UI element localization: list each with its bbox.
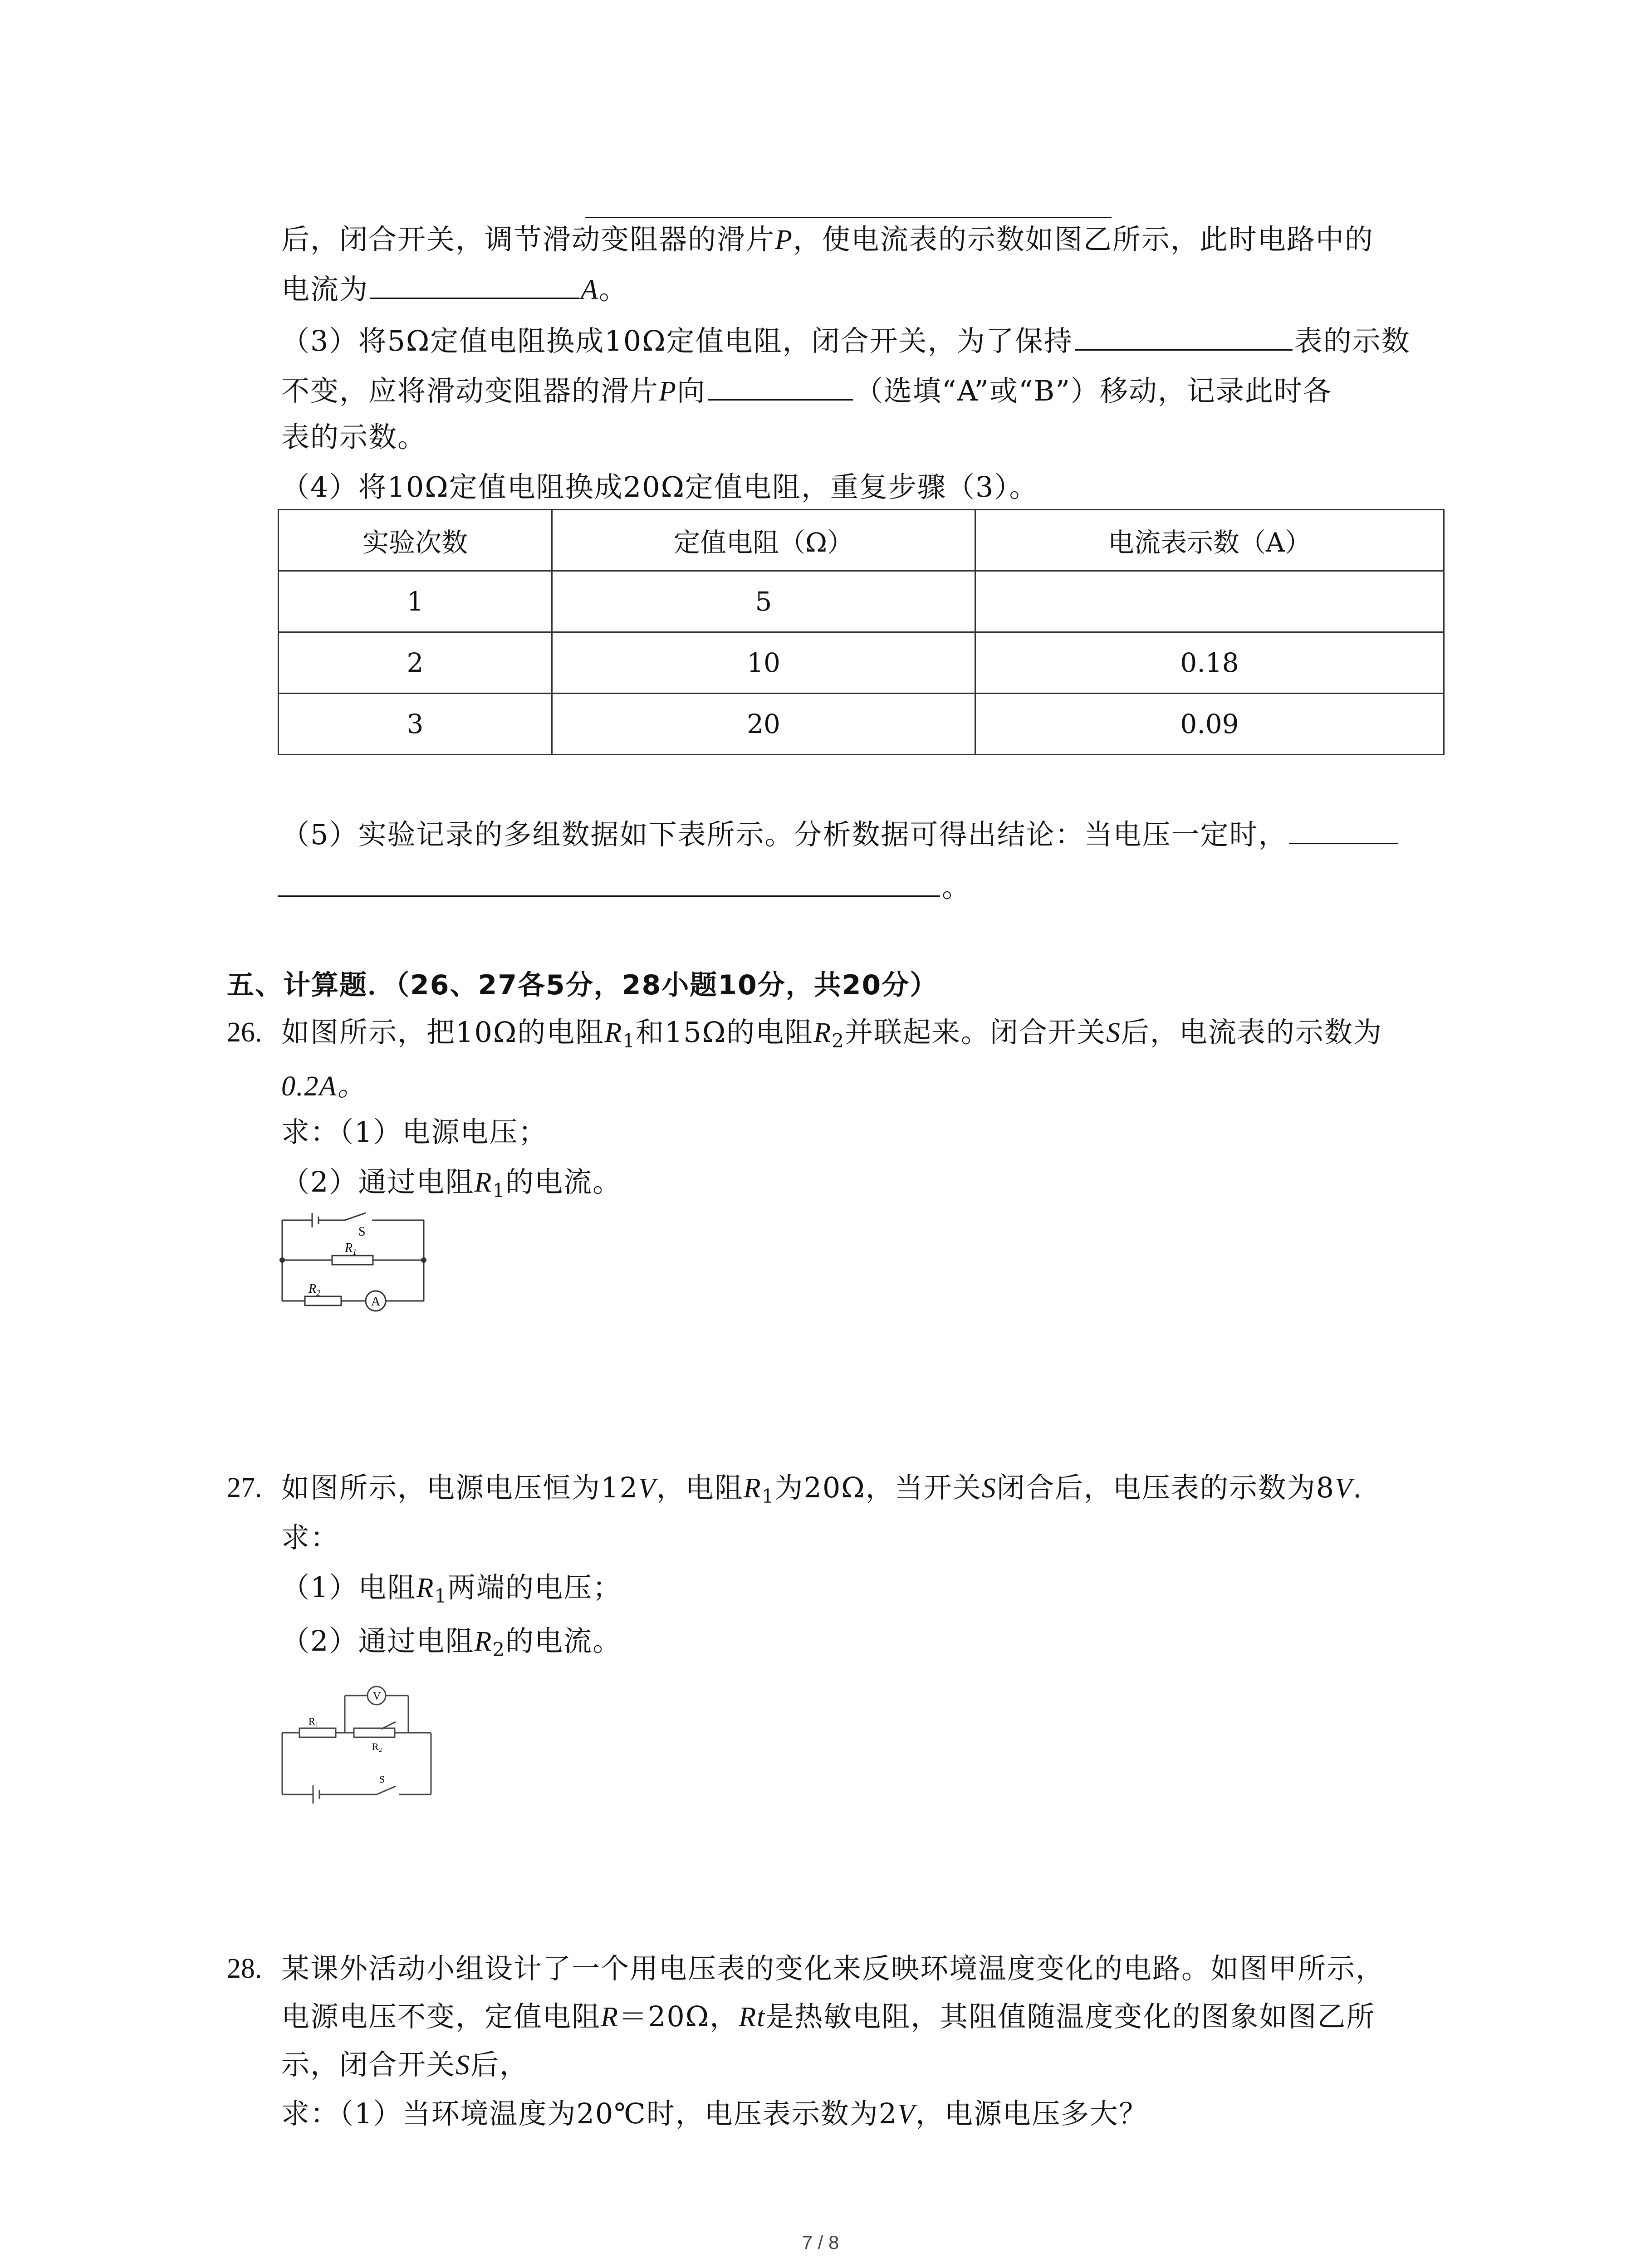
- q28-ask1: 求：（1）当环境温度为20℃时，电压表示数为2V，电源电压多大？: [281, 2097, 1148, 2130]
- table-header-cell: 实验次数: [279, 510, 552, 571]
- switch-label: S: [358, 1225, 366, 1239]
- table-cell: 0.18: [975, 632, 1444, 694]
- q27-ask2: （2）通过电阻$R_2$的电流。: [281, 1624, 622, 1661]
- table-cell: 3: [279, 694, 552, 755]
- q25-step2-line1: 后，闭合开关，调节滑动变阻器的滑片P，使电流表的示数如图乙所示，此时电路中的: [281, 223, 1374, 256]
- answer-blank-conclusion-b[interactable]: [278, 870, 940, 897]
- r2-label: $R_2$: [309, 1282, 321, 1297]
- r1-label: R1: [309, 1716, 318, 1728]
- question-number: 27.: [227, 1472, 262, 1503]
- q28-line1: 某课外活动小组设计了一个用电压表的变化来反映环境温度变化的电路。如图甲所示，: [281, 1952, 1385, 1985]
- section-title: 五、计算题．（26、27各5分，28小题10分，共20分）: [227, 969, 938, 1001]
- table-cell: 5: [552, 571, 975, 632]
- q28-line3: 示，闭合开关S后，: [281, 2048, 529, 2081]
- ammeter-label: A: [371, 1295, 381, 1309]
- q26-circuit-diagram: [277, 1207, 431, 1320]
- table-cell[interactable]: [975, 571, 1444, 632]
- q25-step3-line3: 表的示数。: [281, 420, 427, 454]
- q27-ask: 求：: [281, 1521, 340, 1554]
- q28-line2: 电源电压不变，定值电阻R＝20Ω，Rt是热敏电阻，其阻值随温度变化的图象如图乙所: [281, 2000, 1376, 2033]
- table-cell: 0.09: [975, 694, 1444, 755]
- answer-blank-direction[interactable]: [708, 374, 853, 401]
- voltmeter-label: V: [373, 1691, 381, 1702]
- question-number: 28.: [227, 1953, 262, 1984]
- table-header-cell: 电流表示数（A）: [975, 510, 1444, 571]
- question-number: 26.: [227, 1017, 262, 1048]
- q26-line1: 如图所示，把10Ω的电阻$R_1$和15Ω的电阻$R_2$并联起来。闭合开关S后，电流表的示数为: [281, 1016, 1382, 1052]
- q25-step5-line2: 。: [278, 869, 971, 905]
- q26-ask2: （2）通过电阻$R_1$的电流。: [281, 1165, 622, 1202]
- table-cell: 1: [279, 571, 552, 632]
- r2-label: R2: [372, 1741, 382, 1754]
- q27-ask1: （1）电阻$R_1$两端的电压；: [281, 1571, 622, 1607]
- table-cell: 10: [552, 632, 975, 694]
- q25-step2-line2: 电流为 A。: [281, 273, 628, 306]
- table-row: [279, 632, 1444, 694]
- table-cell: 20: [552, 694, 975, 755]
- page-number: 7 / 8: [802, 2232, 839, 2253]
- top-blank-line: [585, 217, 1112, 218]
- answer-blank-current[interactable]: [370, 272, 579, 299]
- q27-line1: 如图所示，电源电压恒为12V，电阻$R_1$为20Ω，当开关S闭合后，电压表的示数为8V.: [281, 1471, 1363, 1507]
- q25-step3-line2: 不变，应将滑动变阻器的滑片P向 （选填“A”或“B”）移动，记录此时各: [281, 374, 1332, 407]
- answer-blank-meter[interactable]: [1075, 324, 1293, 351]
- answer-blank-conclusion-a[interactable]: [1289, 817, 1398, 844]
- q25-step5: （5）实验记录的多组数据如下表所示。分析数据可得出结论：当电压一定时，: [281, 816, 1400, 853]
- q27-circuit-diagram: [277, 1678, 440, 1805]
- switch-label: S: [379, 1774, 385, 1785]
- table-row: [279, 694, 1444, 755]
- q26-line2: 0.2A。: [281, 1071, 367, 1102]
- experiment-table: [278, 509, 1445, 755]
- r1-label: $R_1$: [345, 1241, 357, 1256]
- q25-step4: （4）将10Ω定值电阻换成20Ω定值电阻，重复步骤（3）。: [281, 470, 1038, 503]
- q25-step3-line1: （3）将5Ω定值电阻换成10Ω定值电阻，闭合开关，为了保持 表的示数: [281, 324, 1411, 357]
- table-cell: 2: [279, 632, 552, 694]
- table-header-cell: 定值电阻（Ω）: [552, 510, 975, 571]
- table-header-row: [279, 510, 1444, 571]
- q26-ask1: 求：（1）电源电压；: [281, 1115, 548, 1149]
- table-row: [279, 571, 1444, 632]
